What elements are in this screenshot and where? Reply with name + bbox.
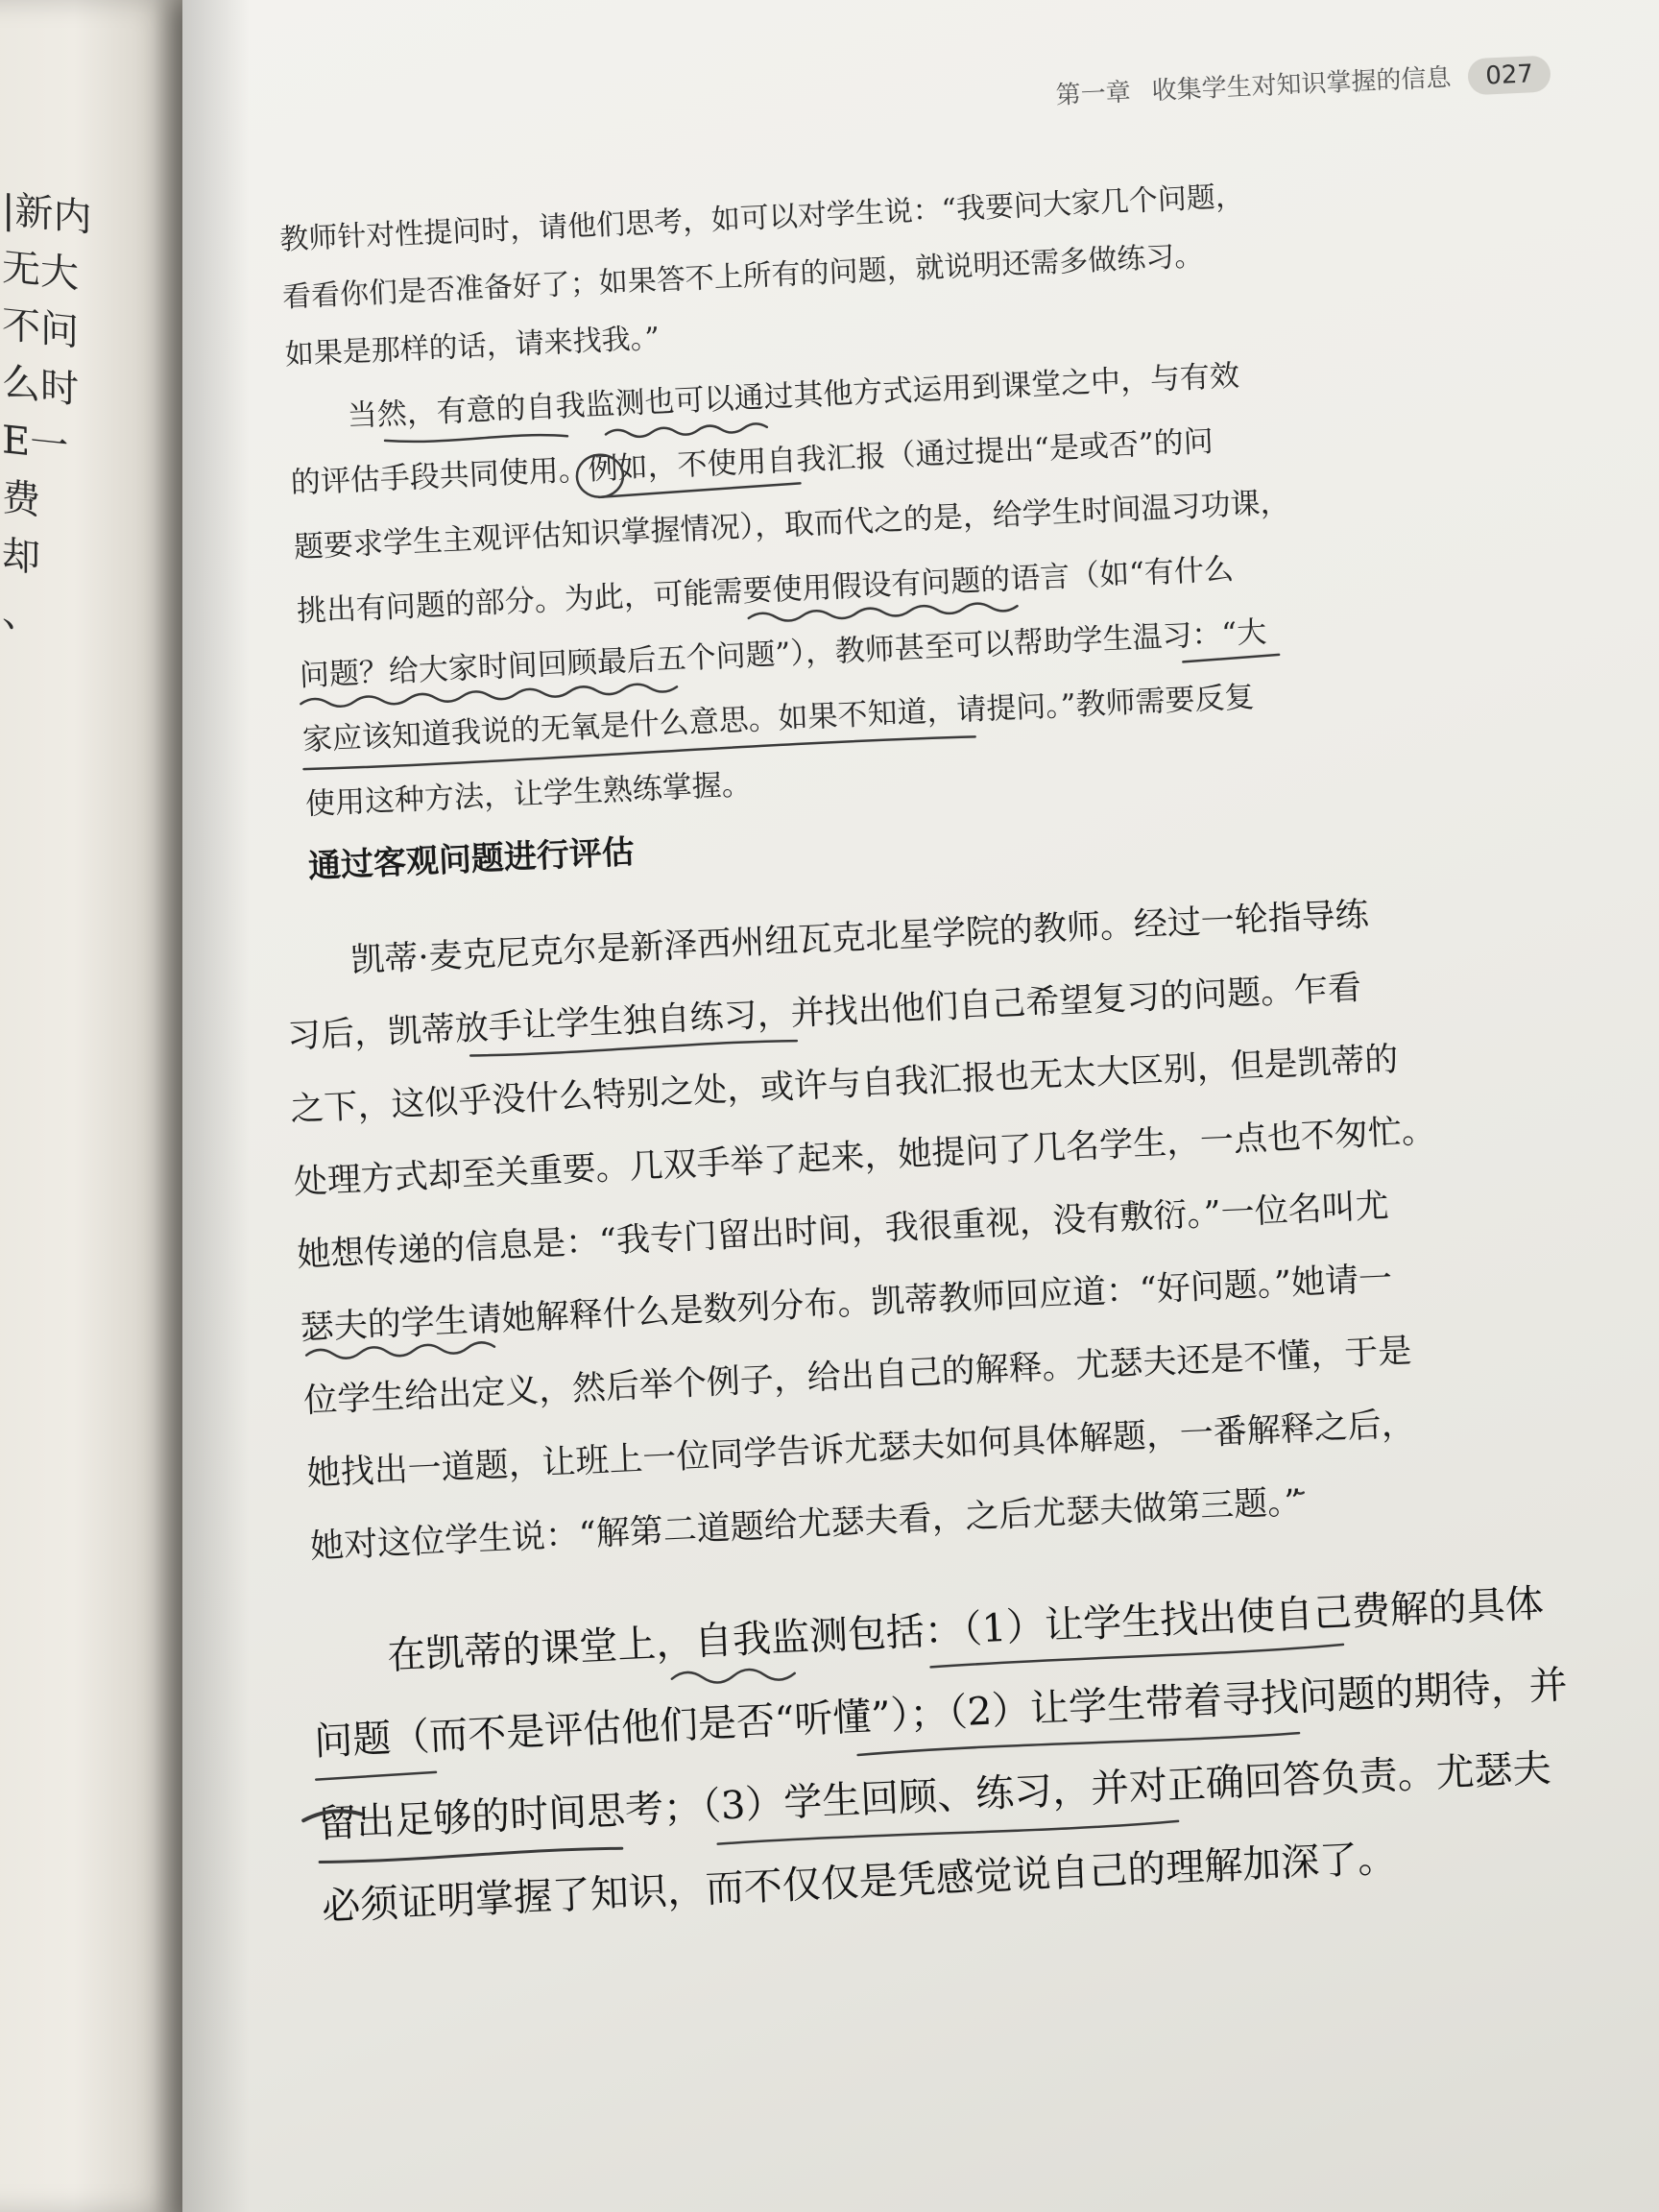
text-line: 使用这种方法，让学生熟练掌握。	[304, 766, 753, 823]
section-heading: 通过客观问题进行评估	[307, 832, 636, 886]
text-line: 必须证明掌握了知识，而不仅仅是凭感觉说自己的理解加深了。	[321, 1836, 1398, 1930]
chapter-number: 第一章	[1055, 78, 1132, 110]
text-line: 的评估手段共同使用。例如，不使用自我汇报（通过提出“是或否”的问	[290, 423, 1214, 501]
text-line: 她想传递的信息是：“我专门留出时间，我很重视，没有敷衍。”一位名叫尤	[296, 1187, 1390, 1275]
text-line: 处理方式却至关重要。几双手举了起来，她提问了几名学生，一点也不匆忙。	[293, 1112, 1436, 1202]
text-line: 挑出有问题的部分。为此，可能需要使用假设有问题的语言（如“有什么	[296, 551, 1235, 630]
left-fragment: |新内	[2, 187, 92, 241]
left-fragment: 却	[2, 533, 40, 582]
running-header	[821, 53, 1551, 133]
paragraph-4	[309, 1562, 1577, 1949]
chapter-title: 收集学生对知识掌握的信息	[1151, 63, 1453, 107]
left-fragment: 么时	[2, 360, 79, 413]
text-line: 问题？给大家时间回顾最后五个问题”），教师甚至可以帮助学生温习：“大	[299, 614, 1268, 694]
page-content	[182, 0, 1659, 2210]
left-fragment: E一	[2, 418, 69, 469]
text-line: 教师针对性提问时，请他们思考，如可以对学生说：“我要问大家几个问题，	[278, 180, 1245, 257]
left-facing-page	[0, 0, 182, 2212]
text-line: 瑟夫的学生请她解释什么是数列分布。凯蒂教师回应道：“好问题。”她请一	[299, 1260, 1393, 1348]
text-line: 位学生给出定义，然后举个例子，给出自己的解释。尤瑟夫还是不懂，于是	[302, 1332, 1413, 1421]
text-line: 如果是那样的话，请来找我。”	[284, 321, 661, 373]
page-number: 027	[1468, 55, 1551, 95]
text-line: 凯蒂·麦克尼克尔是新泽西州纽瓦克北星学院的教师。经过一轮指导练	[349, 895, 1370, 981]
text-line: 看看你们是否准备好了；如果答不上所有的问题，就说明还需多做练习。	[281, 239, 1204, 315]
left-fragment: 无大	[2, 245, 79, 298]
text-line: 她找出一道题，让班上一位同学告诉尤瑟夫如何具体解题，一番解释之后，	[305, 1405, 1416, 1494]
text-line: 题要求学生主观评估知识掌握情况），取而代之的是，给学生时间温习功课，	[293, 485, 1291, 565]
left-fragment: 费	[2, 475, 40, 524]
paragraph-3	[282, 876, 1454, 1583]
text-line: 家应该知道我说的无氧是什么意思。如果不知道，请提问。”教师需要反复	[301, 680, 1256, 758]
left-fragment: 、	[2, 590, 40, 639]
text-line: 当然，有意的自我监测也可以通过其他方式运用到课堂之中，与有效	[347, 358, 1240, 434]
text-line: 之下，这似乎没什么特别之处，或许与自我汇报也无太大区别，但是凯蒂的	[289, 1040, 1400, 1130]
text-line: 习后，凯蒂放手让学生独自练习，并找出他们自己希望复习的问题。乍看	[286, 969, 1362, 1057]
text-line: 在凯蒂的课堂上，自我监测包括：（1）让学生找出使自己费解的具体	[386, 1581, 1545, 1679]
text-line: 她对这位学生说：“解第二道题给尤瑟夫看，之后尤瑟夫做第三题。”	[309, 1482, 1303, 1567]
book-page	[182, 0, 1659, 2212]
left-page-text-fragments	[2, 187, 127, 648]
paragraph-2	[286, 342, 1303, 837]
left-fragment: 不问	[2, 302, 79, 355]
text-line: 问题（而不是评估他们是否“听懂”）；（2）让学生带着寻找问题的期待，并	[313, 1663, 1569, 1765]
text-line: 留出足够的时间思考；（3）学生回顾、练习，并对正确回答负责。尤瑟夫	[317, 1746, 1552, 1847]
